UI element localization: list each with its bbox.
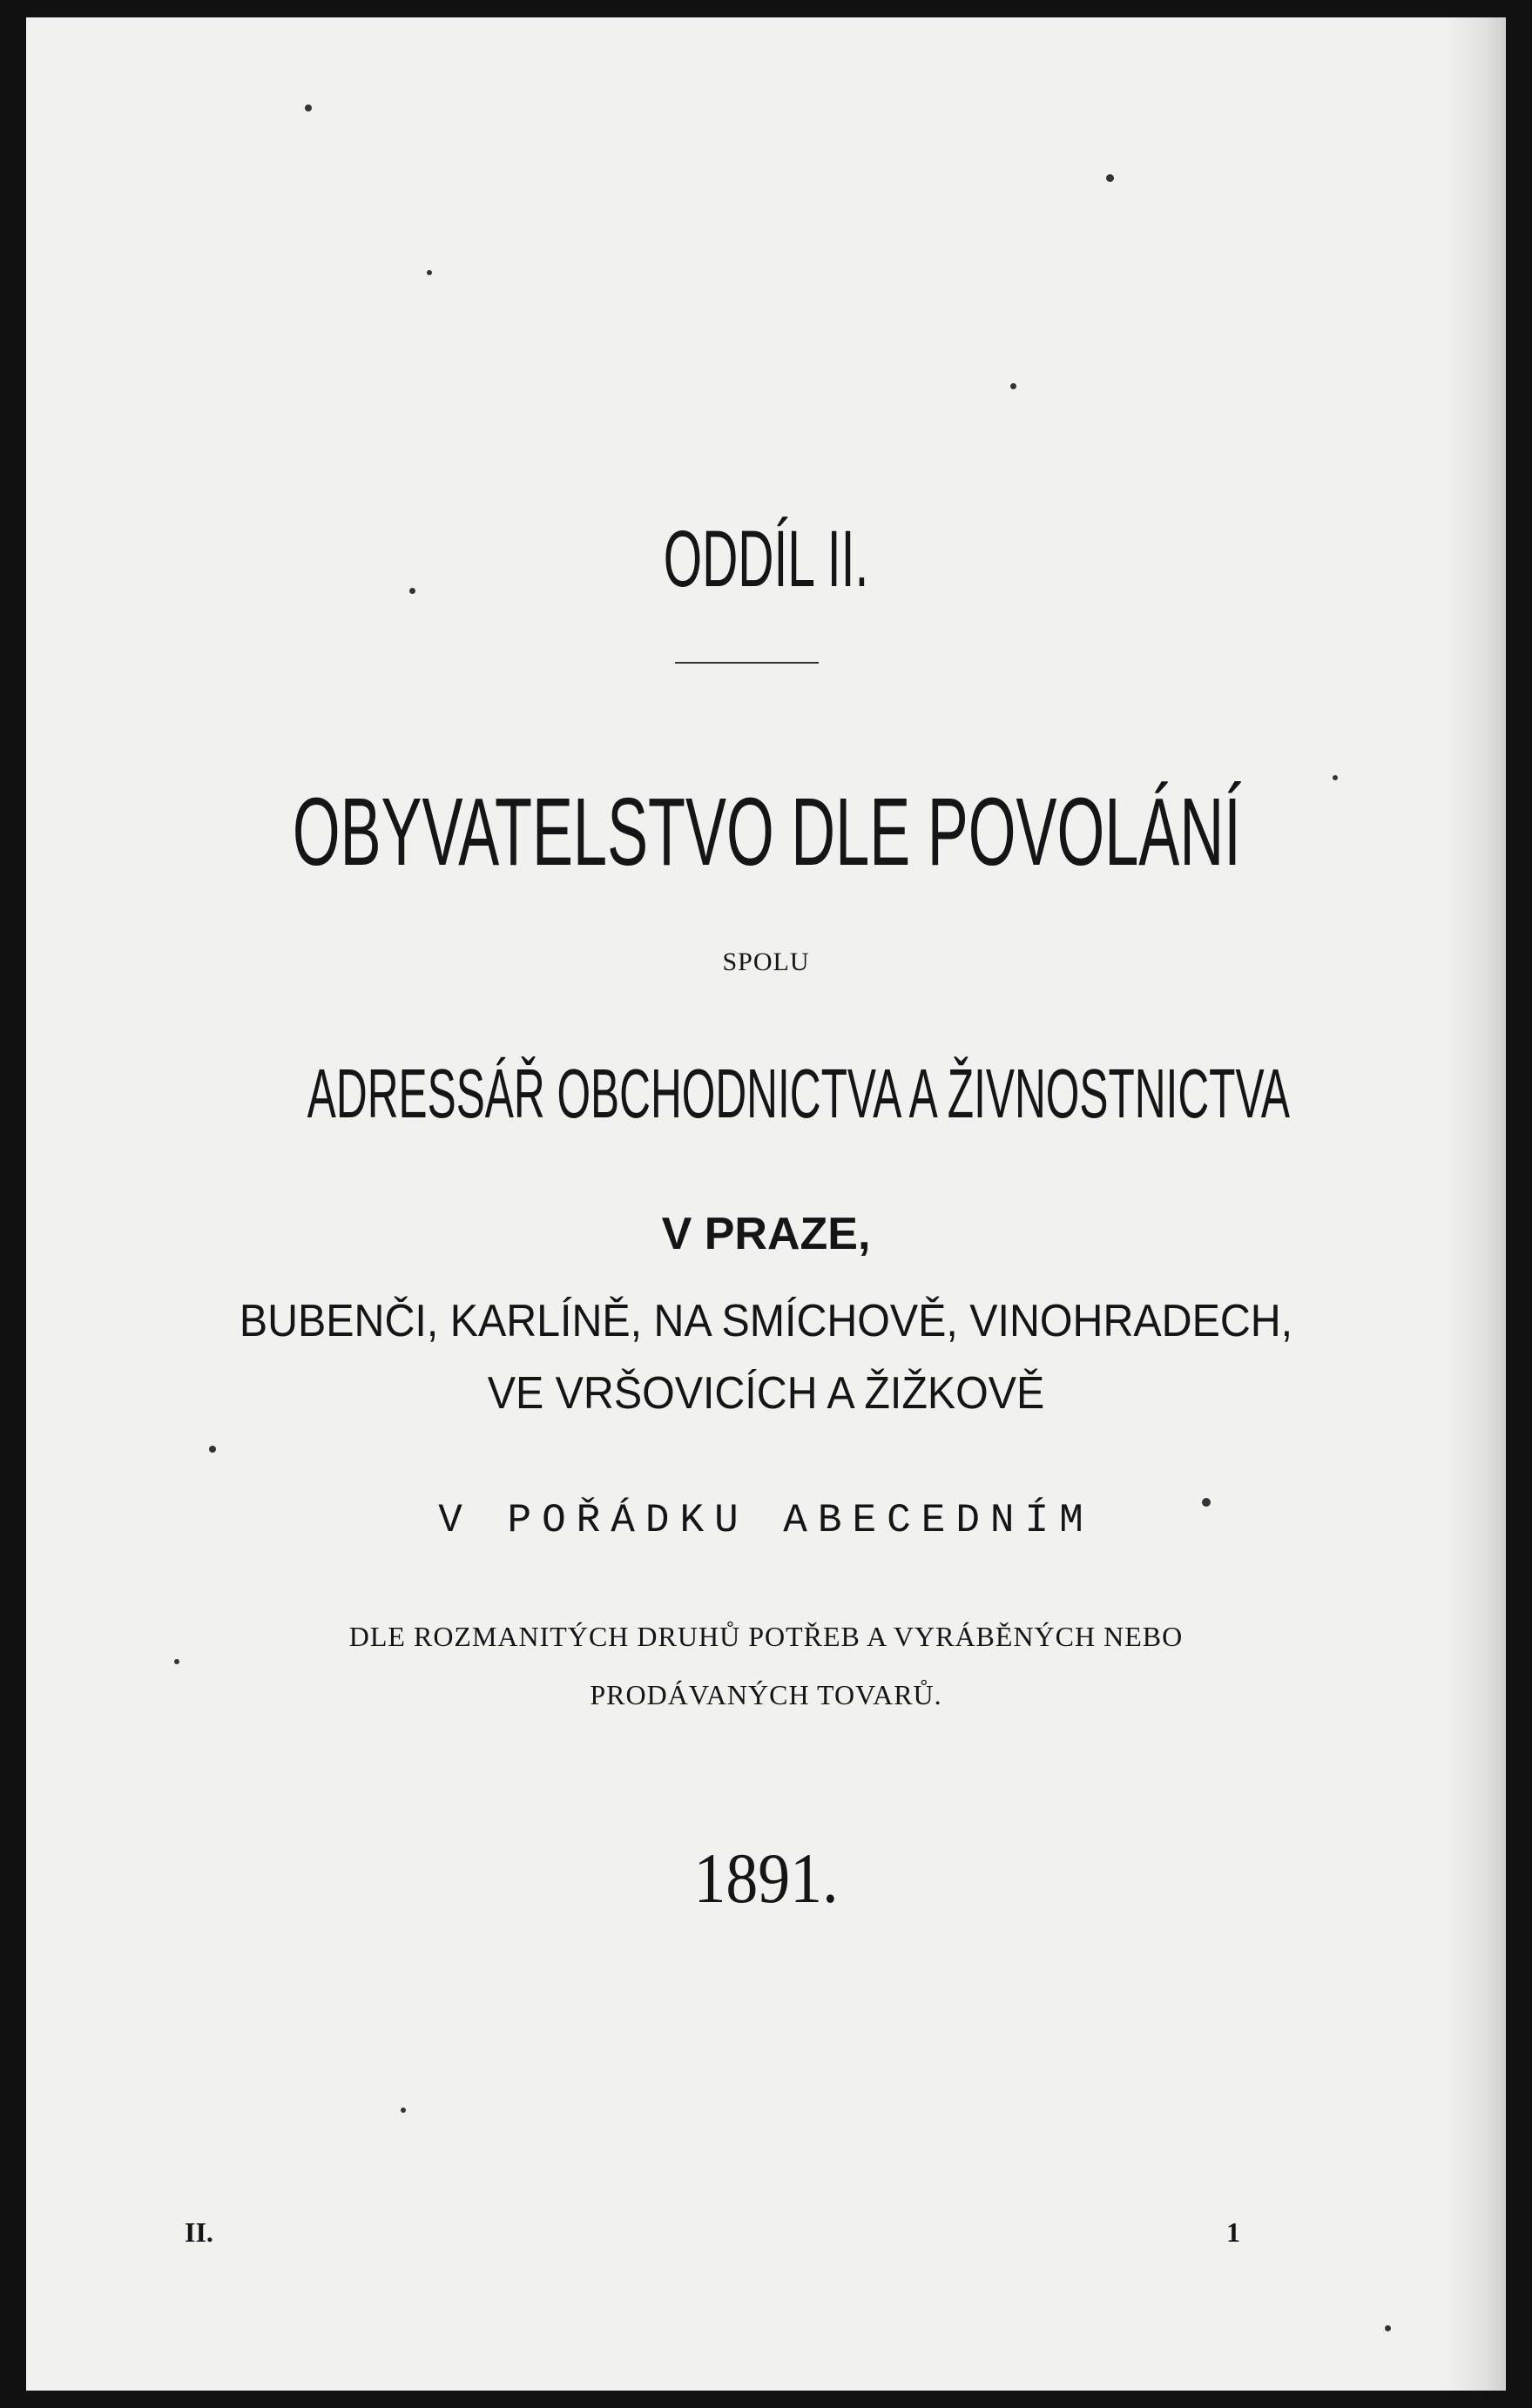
subtitle-line-2: PRODÁVANÝCH TOVARŮ. — [590, 1679, 942, 1710]
paper-speck — [1333, 775, 1338, 780]
paper-speck — [409, 588, 415, 594]
sheet-number: 1 — [1226, 2216, 1240, 2248]
publication-year: 1891. — [693, 1838, 839, 1918]
signature-mark: II. — [185, 2216, 213, 2248]
subtitle-line-1: DLE ROZMANITÝCH DRUHŮ POTŘEB A VYRÁBĚNÝCH NEBO — [348, 1621, 1184, 1652]
paper-speck — [1106, 174, 1114, 182]
paper-speck — [1010, 383, 1016, 389]
connector-word: SPOLU — [722, 948, 810, 976]
main-title: OBYVATELSTVO DLE POVOLÁNÍ — [292, 779, 1241, 886]
districts-line-1: BUBENČI, KARLÍNĚ, NA SMÍCHOVĚ, VINOHRADECH, — [239, 1296, 1293, 1346]
title-page — [26, 17, 1506, 2391]
city-line: V PRAZE, — [661, 1209, 871, 1259]
order-line: V POŘÁDKU ABECEDNÍM — [438, 1498, 1094, 1543]
districts-line-2: VE VRŠOVICÍCH A ŽIŽKOVĚ — [487, 1368, 1045, 1419]
section-heading: ODDÍL II. — [663, 515, 869, 604]
heading-divider — [675, 662, 819, 664]
page-edge-shadow — [1445, 17, 1506, 2391]
paper-speck — [1385, 2325, 1391, 2331]
paper-speck — [401, 2108, 406, 2113]
paper-speck — [1202, 1498, 1211, 1507]
paper-speck — [305, 105, 312, 111]
paper-speck — [174, 1659, 179, 1664]
directory-title: ADRESSÁŘ OBCHODNICTVA A ŽIVNOSTNICTVA — [307, 1055, 1290, 1132]
paper-speck — [427, 270, 432, 275]
paper-speck — [209, 1446, 216, 1453]
